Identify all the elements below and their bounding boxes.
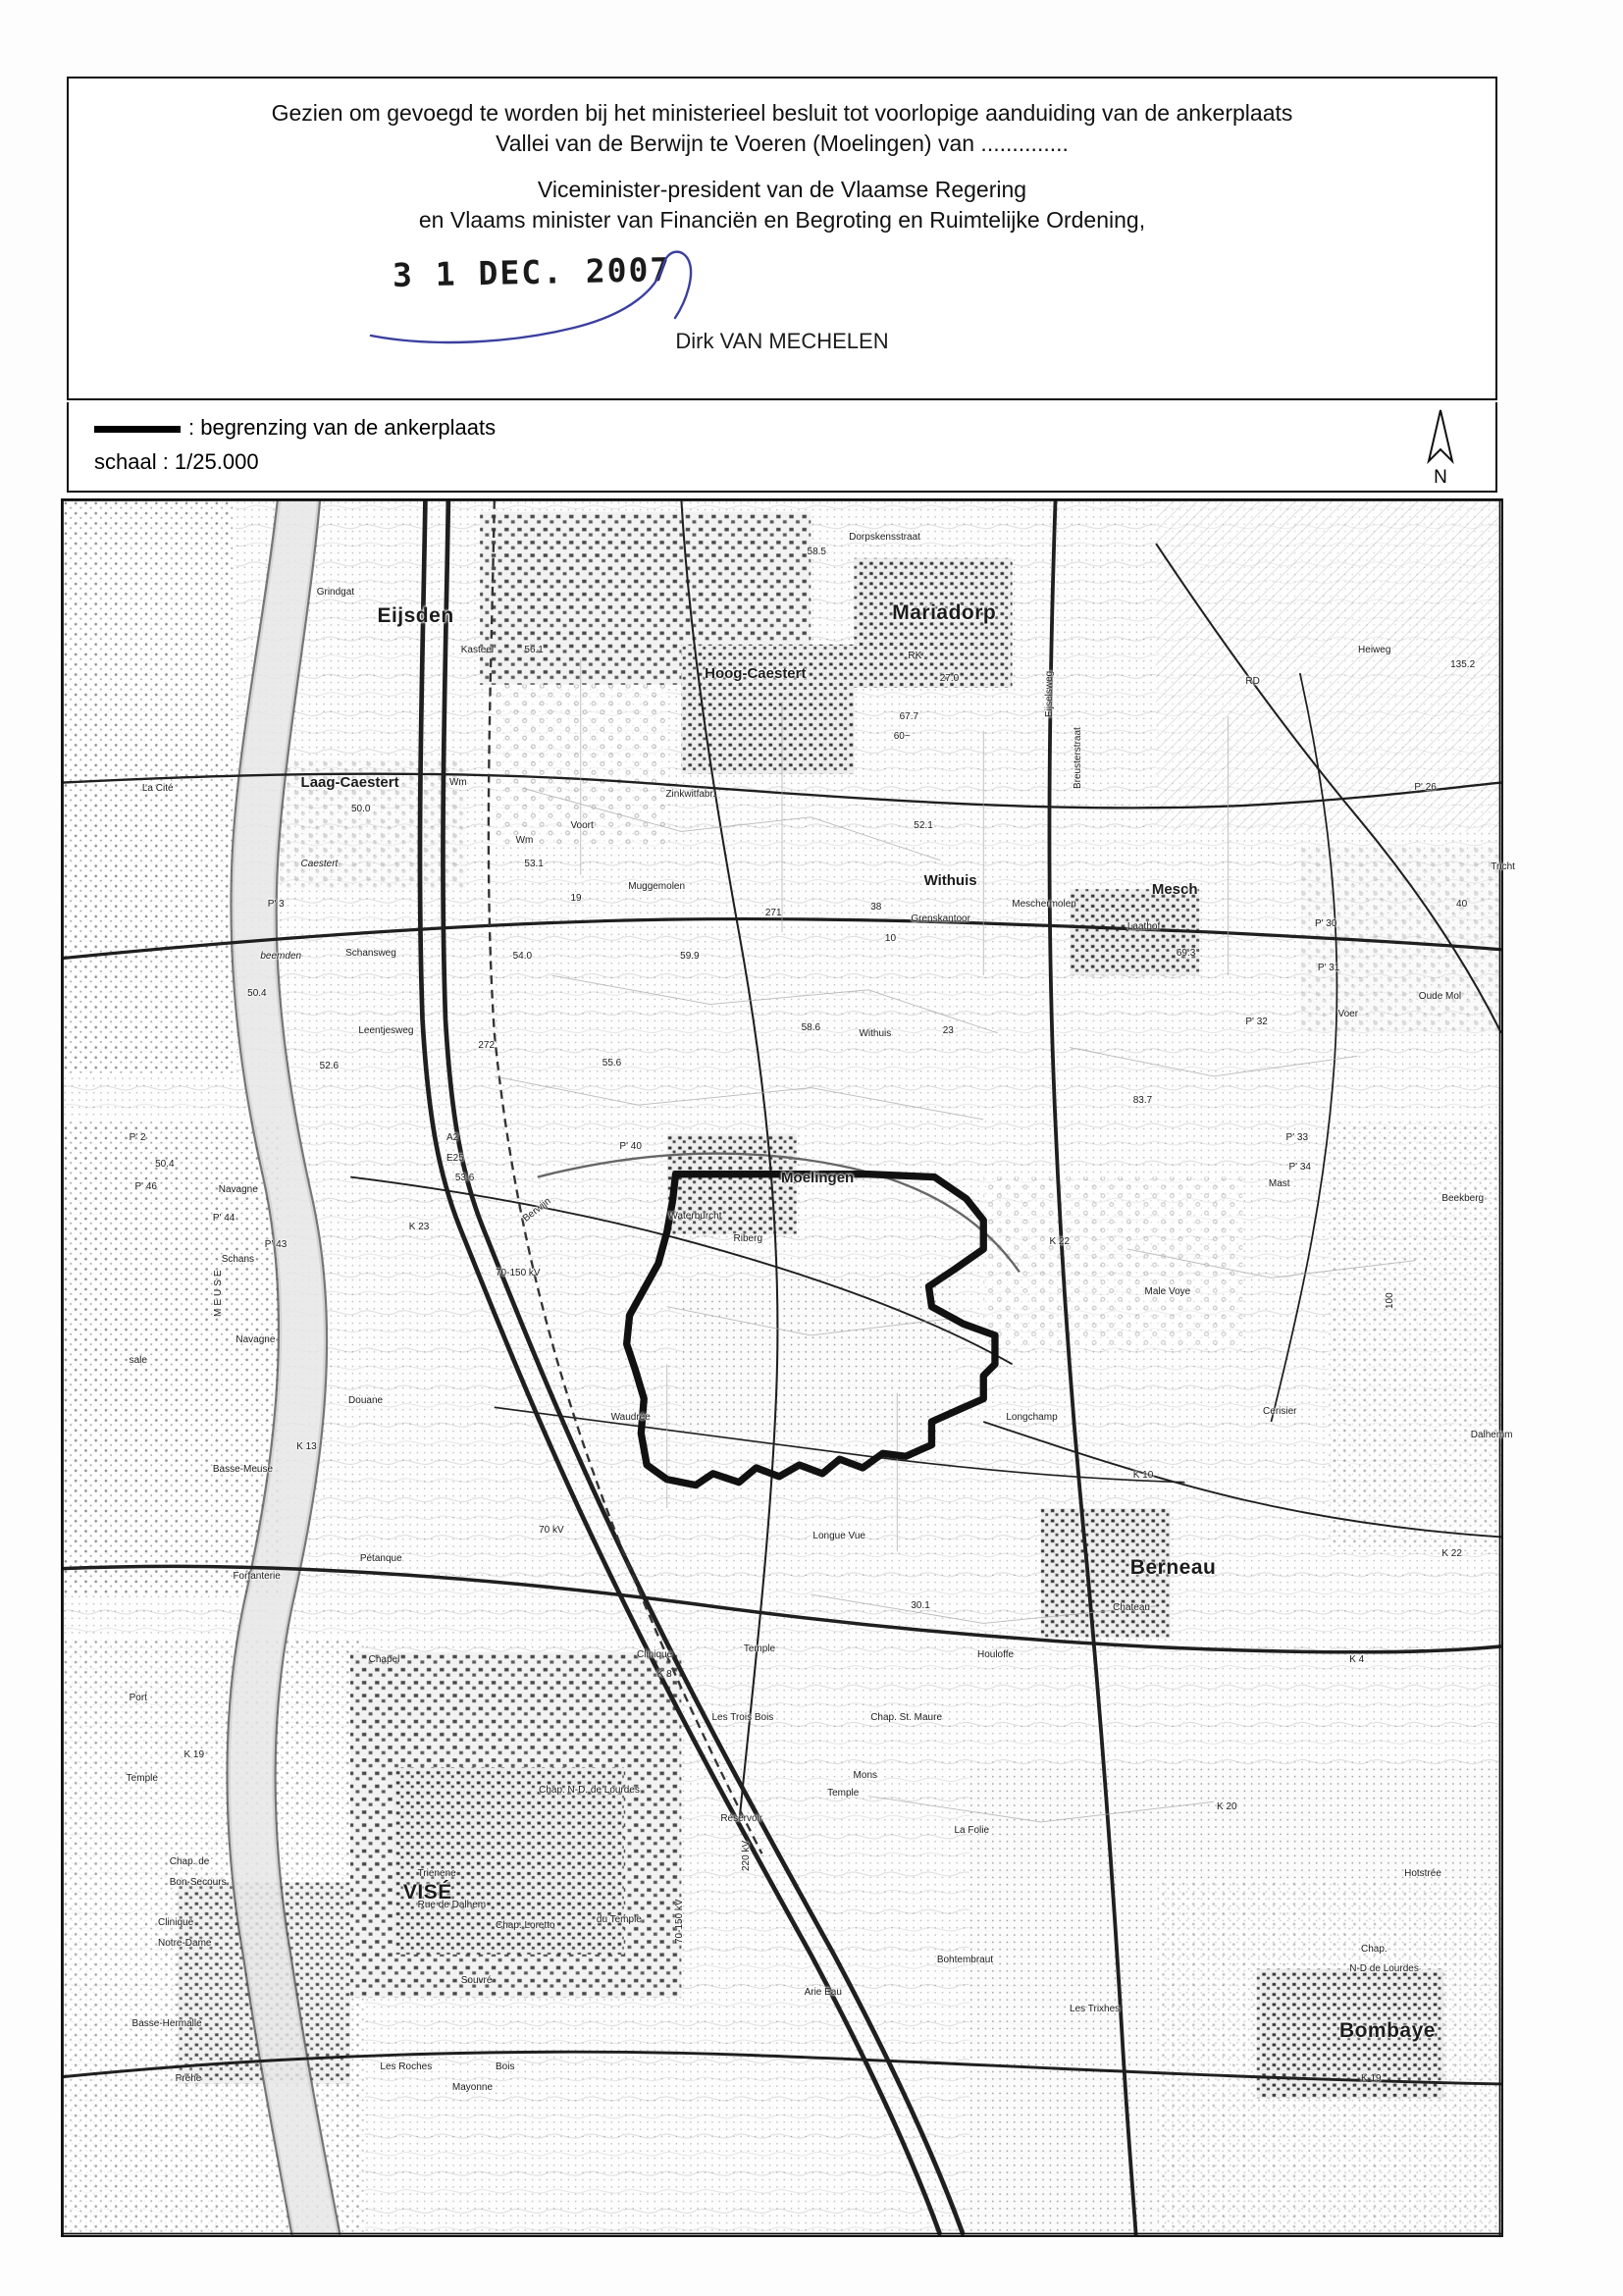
map-feature-label: A2 — [446, 1132, 459, 1144]
map-feature-label: 40 — [1456, 898, 1468, 910]
map-feature-label: Houloffe — [976, 1648, 1015, 1660]
map-feature-label: Muggemolen — [628, 881, 686, 893]
map-feature-label: Temple — [126, 1773, 158, 1785]
map-feature-label: 53.1 — [524, 858, 544, 869]
map-feature-label: Rue de Dalhem — [417, 1900, 487, 1911]
map-feature-label: Chap. de — [169, 1856, 210, 1868]
map-feature-label: Longue Vue — [812, 1530, 865, 1541]
map-feature-label: 52.1 — [914, 820, 933, 832]
map-feature-label: K 19 — [183, 1749, 205, 1761]
map-place-label: Withuis — [923, 872, 977, 890]
map-feature-label: 70 kV — [539, 1525, 564, 1537]
map-feature-label: P' 46 — [134, 1181, 157, 1193]
map-feature-label: Voer — [1337, 1008, 1359, 1019]
map-feature-label: K 8 — [656, 1669, 672, 1681]
map-feature-label: 69.3 — [1176, 947, 1196, 959]
map-feature-label: Leentjesweg — [358, 1025, 414, 1037]
map-feature-label: Les Trixhes — [1070, 2004, 1121, 2015]
map-feature-label: Navagne — [218, 1184, 258, 1196]
map-feature-label: Les Trois Bois — [711, 1712, 774, 1724]
map-feature-label: E25 — [446, 1152, 464, 1164]
map-feature-label: K 23 — [408, 1222, 430, 1233]
map-feature-label: K 20 — [1217, 1801, 1237, 1813]
map-feature-label: K 4 — [1349, 1654, 1365, 1666]
map-feature-label: Laathof — [1126, 921, 1161, 933]
map-feature-label: Schansweg — [345, 947, 396, 959]
map-feature-label: Forfanterie — [233, 1571, 281, 1583]
map-feature-label: K 10 — [1132, 1470, 1154, 1482]
map-feature-label: Riberg — [733, 1233, 763, 1245]
legend-box — [67, 402, 1497, 493]
map-feature-label: Réservoir — [720, 1813, 763, 1825]
map-feature-label: 27.0 — [939, 673, 960, 685]
map-feature-label: Préhe — [175, 2072, 202, 2084]
boundary-swatch — [94, 426, 181, 433]
map-feature-label: Waterburcht — [668, 1210, 722, 1222]
map-feature-label: Dorpskensstraat — [849, 532, 920, 544]
map-feature-label: 83.7 — [1132, 1094, 1153, 1106]
map-feature-label: La Cité — [141, 783, 174, 795]
date-stamp: 3 1 DEC. 2007 — [392, 250, 672, 294]
map-feature-label: K 19 — [1361, 2072, 1382, 2084]
map-feature-label: Notre-Dame — [158, 1937, 212, 1949]
map-feature-label: Mons — [853, 1770, 877, 1782]
map-feature-label: Schans — [221, 1253, 255, 1265]
map-feature-label: 50.4 — [155, 1158, 175, 1170]
map-feature-label: Chap. N-D. de Lourdes — [539, 1784, 640, 1796]
map-feature-label: 38 — [870, 901, 882, 913]
map-feature-label: Mayonne — [451, 2081, 494, 2093]
map-feature-label: Grenskantoor — [911, 913, 970, 924]
map-feature-label: 271 — [764, 907, 782, 918]
map-feature-label: 23 — [942, 1025, 954, 1037]
certification-box — [67, 77, 1497, 400]
map-feature-label: Pétanque — [359, 1553, 402, 1565]
map-feature-label: Grindgat — [316, 587, 355, 599]
map-feature-label: Clinique — [637, 1648, 673, 1660]
map-feature-label: P' 33 — [1285, 1132, 1309, 1144]
map-feature-label: Chap. — [1361, 1943, 1387, 1955]
map-place-label: Eijsden — [377, 603, 454, 627]
map-feature-label: 10 — [884, 933, 897, 945]
map-feature-label: P' 31 — [1317, 962, 1340, 973]
map-feature-label: RK — [908, 650, 922, 661]
map-feature-label: 19 — [570, 892, 582, 904]
map-feature-label: 58.5 — [807, 547, 826, 558]
map-feature-label: Temple — [827, 1787, 860, 1799]
map-feature-label: P' 2 — [129, 1132, 146, 1144]
map-feature-label: RD — [1245, 676, 1260, 688]
map-feature-label: 52.6 — [319, 1060, 340, 1071]
map-feature-label: Basse-Hermalle — [131, 2018, 202, 2029]
map-feature-label: Temple — [743, 1643, 776, 1654]
map-feature-label: Withuis — [859, 1028, 892, 1040]
topographic-map[interactable] — [61, 498, 1515, 2237]
map-feature-label: P' 40 — [619, 1140, 642, 1152]
map-feature-label: Dalhemm — [1470, 1430, 1513, 1441]
map-place-label: Moelingen — [781, 1170, 855, 1187]
map-place-label: Hoog-Caestert — [705, 664, 807, 682]
map-feature-label: Arie Eau — [804, 1986, 842, 1998]
map-feature-label: Heiweg — [1358, 645, 1391, 656]
map-feature-label: Chapel — [368, 1654, 400, 1666]
map-feature-label: Wm — [448, 777, 467, 789]
map-feature-label: Longchamp — [1006, 1412, 1058, 1424]
map-feature-label: sale — [129, 1354, 147, 1366]
map-feature-label: K 22 — [1049, 1235, 1071, 1247]
map-feature-label: La Folie — [954, 1824, 990, 1836]
map-feature-label: N-D de Lourdes — [1349, 1963, 1419, 1975]
map-feature-label: Basse-Meuse — [212, 1464, 274, 1476]
map-feature-label: Chap. St. Maure — [870, 1712, 942, 1724]
map-feature-label: Berwijn — [521, 1196, 554, 1226]
map-feature-label: 56.1 — [524, 645, 544, 656]
map-feature-label: 53.6 — [454, 1173, 475, 1184]
map-feature-label: Breusterstraat — [1073, 727, 1083, 790]
map-feature-label: Eijselsweg — [1043, 670, 1055, 717]
certification-line-3: Viceminister-president van de Vlaamse Regering — [537, 177, 1027, 202]
map-feature-label: 70-150 kV — [496, 1268, 541, 1279]
map-feature-label: Chap. Loretto — [496, 1920, 555, 1931]
map-feature-label: Clinique — [158, 1917, 194, 1929]
map-feature-label: 59.9 — [680, 950, 700, 962]
signatory-name: Dirk VAN MECHELEN — [675, 329, 889, 353]
map-feature-label: 67.7 — [899, 710, 919, 722]
map-feature-label: 54.0 — [512, 950, 533, 962]
map-feature-label: P' 30 — [1314, 918, 1337, 930]
map-feature-label: Mast — [1268, 1178, 1290, 1190]
map-place-label: VISÉ — [402, 1881, 452, 1905]
map-feature-label: 100 — [1384, 1291, 1395, 1309]
certification-line-4: en Vlaams minister van Financiën en Begroting en Ruimtelijke Ordening, — [418, 207, 1146, 233]
map-feature-label: Navagne — [236, 1333, 276, 1345]
map-feature-label: P' 44 — [212, 1213, 236, 1225]
boundary-legend-label: : begrenzing van de ankerplaats — [188, 415, 497, 440]
map-feature-label: P' 26 — [1414, 781, 1437, 793]
map-place-label: Mesch — [1151, 881, 1198, 899]
map-feature-label: Oude Mol — [1418, 990, 1462, 1002]
map-feature-label: 70-150 kV — [674, 1898, 686, 1944]
north-arrow-icon — [1413, 406, 1468, 489]
certification-line-2: Vallei van de Berwijn te Voeren (Moelingen) van .............. — [496, 130, 1069, 156]
map-feature-label: 135.2 — [1450, 658, 1476, 670]
map-feature-label: P' 34 — [1288, 1161, 1311, 1173]
map-feature-label: Chateau — [1113, 1602, 1150, 1614]
map-feature-label: Wm — [515, 835, 534, 847]
map-place-label: Laag-Caestert — [300, 774, 399, 792]
map-feature-label: Beekberg — [1441, 1192, 1485, 1204]
map-feature-label: P' 3 — [267, 898, 285, 910]
map-feature-label: K 13 — [296, 1440, 317, 1452]
map-feature-label: Cerisier — [1263, 1406, 1297, 1418]
map-feature-label: P' 32 — [1245, 1017, 1268, 1028]
map-feature-label: beemden — [260, 950, 302, 962]
map-feature-label: 50.4 — [247, 988, 267, 1000]
map-feature-label: Zinkwitfabr. — [665, 789, 716, 801]
map-feature-label: Trienene — [417, 1868, 456, 1880]
map-feature-label: Bois — [496, 2061, 515, 2073]
map-feature-label: Port — [129, 1692, 147, 1703]
certification-line-1: Gezien om gevoegd te worden bij het ministerieel besluit tot voorlopige aanduiding van de ankerplaats — [271, 100, 1293, 126]
map-place-label: Berneau — [1129, 1556, 1217, 1580]
map-feature-label: P' 43 — [264, 1238, 288, 1250]
map-feature-label: Waudrée — [610, 1412, 651, 1424]
map-feature-label: K 22 — [1441, 1547, 1462, 1559]
map-feature-label: 60~ — [893, 731, 911, 743]
map-feature-label: 55.6 — [602, 1057, 622, 1069]
map-feature-label: Souvré — [460, 1974, 493, 1986]
map-feature-label: 272 — [478, 1039, 496, 1051]
map-feature-label: Hotstrée — [1404, 1868, 1441, 1880]
north-letter: N — [1434, 467, 1447, 488]
map-feature-label: Kasteel — [460, 645, 495, 656]
map-feature-label: Meschermolen — [1012, 898, 1076, 910]
map-graphics — [63, 500, 1501, 2235]
map-feature-label: 58.6 — [801, 1022, 821, 1034]
map-feature-label: Douane — [348, 1394, 384, 1406]
map-feature-label: 50.0 — [351, 803, 371, 814]
map-feature-label: 30.1 — [911, 1599, 930, 1611]
map-feature-label: du Temple — [596, 1914, 642, 1926]
map-feature-label: Bon-Secours — [169, 1876, 227, 1888]
map-feature-label: Bohtembraut — [936, 1955, 994, 1966]
map-place-label: Bombaye — [1338, 2019, 1436, 2043]
scale-label: schaal : 1/25.000 — [94, 449, 259, 474]
map-feature-label: Voort — [570, 820, 594, 832]
map-feature-label: Les Roches — [380, 2061, 433, 2073]
map-feature-label: Tricht — [1491, 861, 1515, 872]
map-feature-label: MEUSE — [212, 1267, 224, 1318]
map-feature-label: Caestert — [300, 858, 339, 869]
map-feature-label: Male Voye — [1144, 1286, 1191, 1298]
map-feature-label: 220 kV — [740, 1840, 752, 1871]
map-place-label: Mariadorp — [892, 600, 997, 624]
